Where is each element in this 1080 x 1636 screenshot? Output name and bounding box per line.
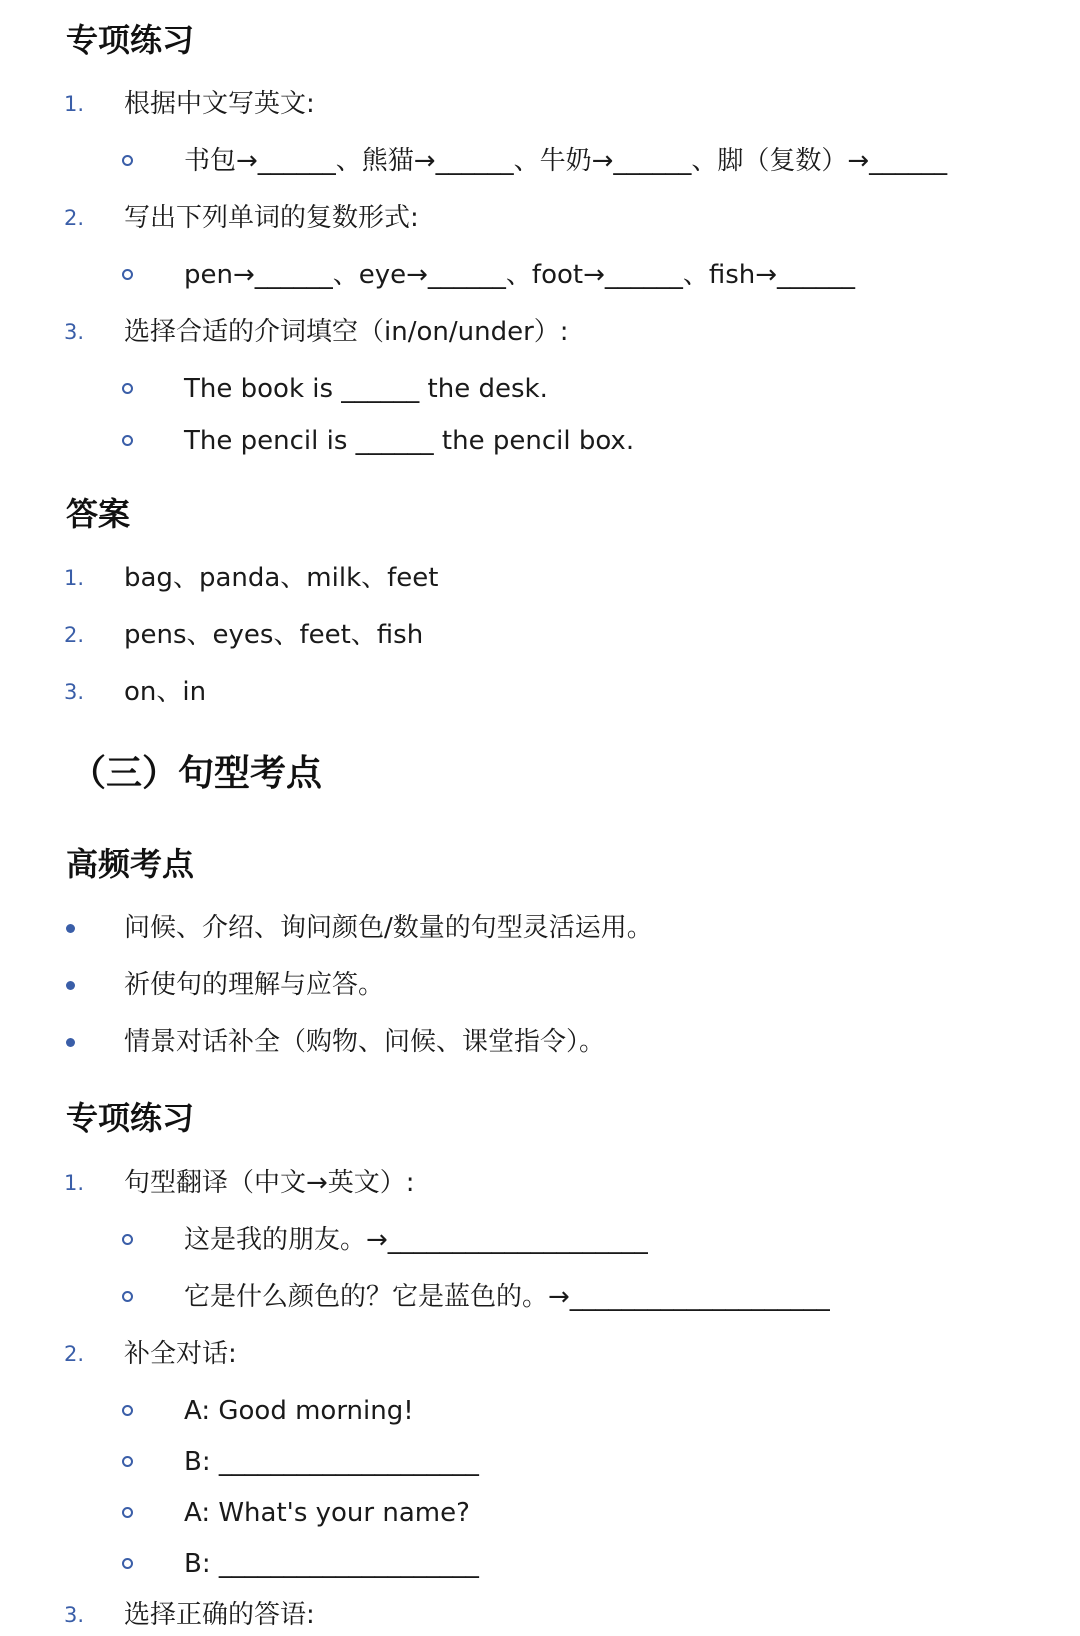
circle-bullet-icon (122, 1507, 133, 1518)
item-text: A: What's your name? (184, 1498, 470, 1528)
bullet-dot-icon (66, 1038, 75, 1047)
circle-bullet-icon (122, 269, 133, 280)
section-heading: 专项练习 (66, 21, 195, 59)
item-number: 1. (64, 1171, 85, 1195)
item-text: pens、eyes、feet、fish (124, 620, 424, 650)
section-heading: 专项练习 (66, 1099, 195, 1137)
item-text: 情景对话补全（购物、问候、课堂指令）。 (124, 1027, 606, 1057)
item-text: The pencil is ______ the pencil box. (184, 426, 635, 456)
item-text: 写出下列单词的复数形式: (124, 203, 419, 233)
section-heading: 答案 (66, 495, 131, 533)
item-text: 书包→______、熊猫→______、牛奶→______、脚（复数）→______ (184, 146, 948, 176)
circle-bullet-icon (122, 435, 133, 446)
item-text: 补全对话: (124, 1339, 237, 1369)
circle-bullet-icon (122, 155, 133, 166)
item-text: 选择合适的介词填空（in/on/under）: (124, 317, 569, 347)
item-number: 1. (64, 566, 85, 590)
item-number: 2. (64, 206, 85, 230)
item-text: 选择正确的答语: (124, 1600, 315, 1630)
item-text: B: ____________________ (184, 1549, 479, 1579)
item-text: B: ____________________ (184, 1447, 479, 1477)
circle-bullet-icon (122, 1456, 133, 1467)
circle-bullet-icon (122, 1405, 133, 1416)
item-text: The book is ______ the desk. (184, 374, 548, 404)
item-text: 祈使句的理解与应答。 (124, 970, 385, 1000)
item-number: 3. (64, 320, 85, 344)
item-number: 3. (64, 1603, 85, 1627)
circle-bullet-icon (122, 383, 133, 394)
circle-bullet-icon (122, 1234, 133, 1245)
item-text: 根据中文写英文: (124, 89, 315, 119)
bullet-dot-icon (66, 981, 75, 990)
item-text: 句型翻译（中文→英文）: (124, 1168, 415, 1198)
item-text: on、in (124, 677, 207, 707)
item-number: 3. (64, 680, 85, 704)
item-text: pen→______、eye→______、foot→______、fish→______ (184, 260, 856, 290)
bullet-dot-icon (66, 924, 75, 933)
item-number: 2. (64, 623, 85, 647)
item-text: 这是我的朋友。→____________________ (184, 1225, 648, 1255)
item-text: A: Good morning! (184, 1396, 414, 1426)
section-heading: 高频考点 (66, 845, 195, 883)
item-text: bag、panda、milk、feet (124, 563, 439, 593)
item-text: 问候、介绍、询问颜色/数量的句型灵活运用。 (124, 913, 653, 943)
part-heading: （三）句型考点 (70, 753, 323, 794)
item-number: 2. (64, 1342, 85, 1366)
item-number: 1. (64, 92, 85, 116)
circle-bullet-icon (122, 1558, 133, 1569)
circle-bullet-icon (122, 1291, 133, 1302)
item-text: 它是什么颜色的？它是蓝色的。→____________________ (184, 1282, 830, 1312)
